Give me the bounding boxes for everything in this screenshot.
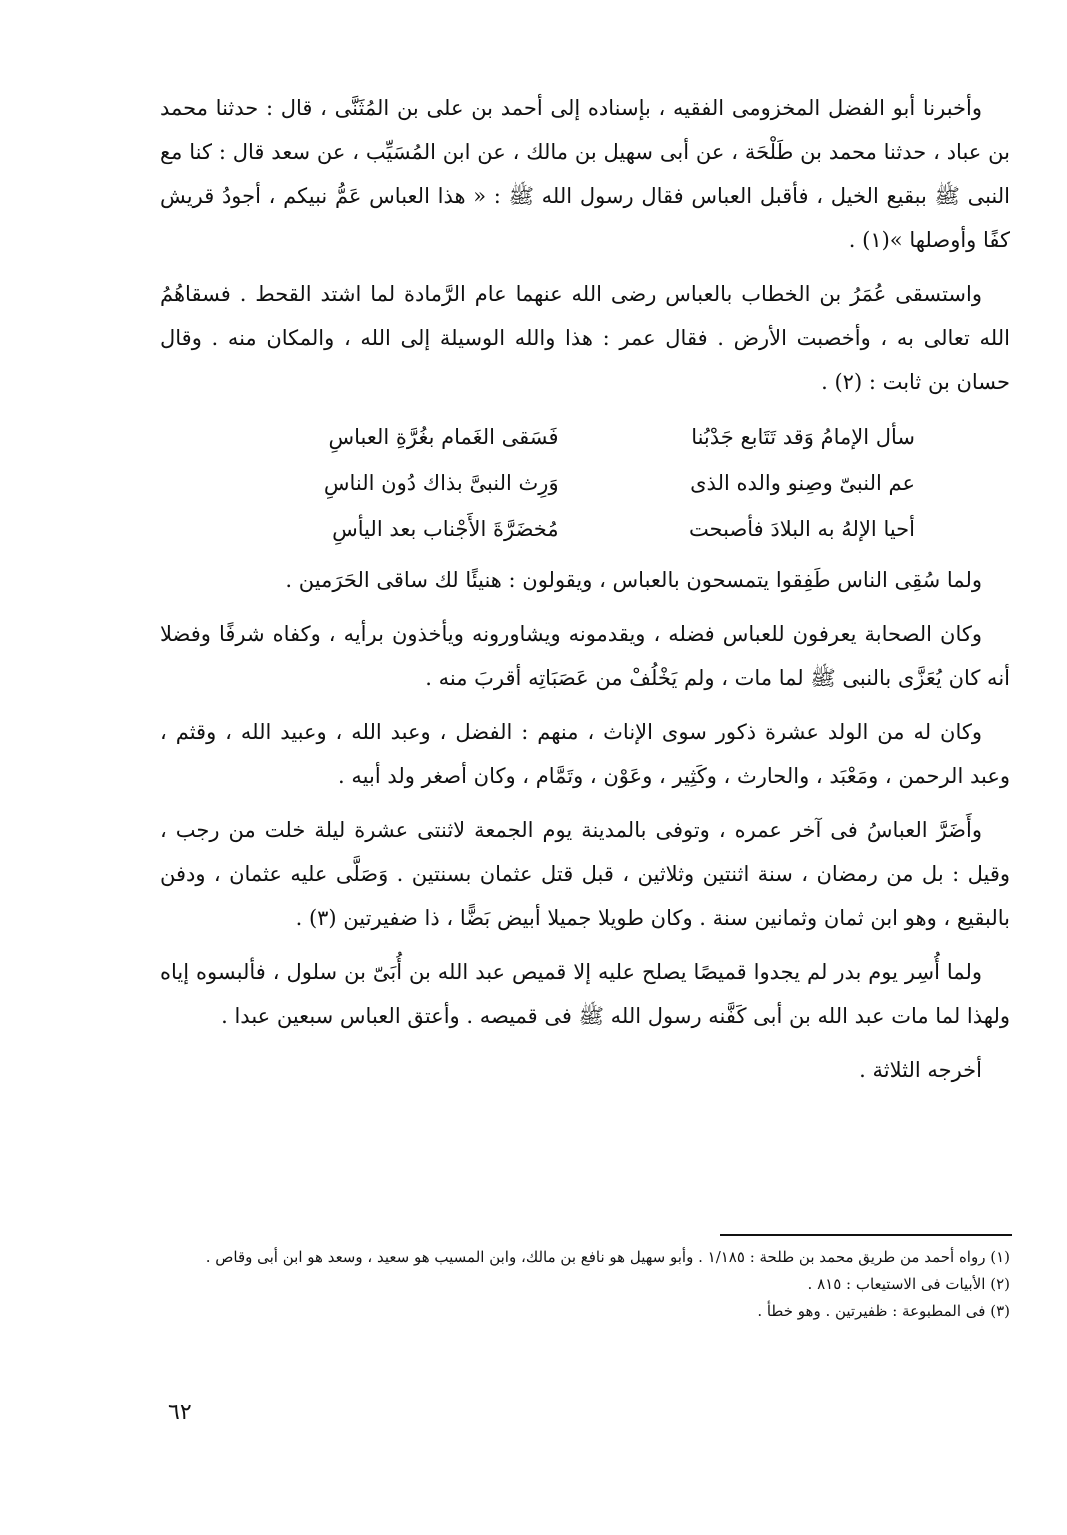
paragraph-4: وكان الصحابة يعرفون للعباس فضله ، ويقدمونه ويشاورونه ويأخذون برأيه ، وكفاه شرفًا وفضلا أنه كان يُعَزَّى بالنبى ﷺ لما مات ، ولم يَخْلُفْ من عَصَبَاتِه أقربَ منه . bbox=[160, 622, 1010, 690]
paragraph-7: ولما أُسِر يوم بدر لم يجدوا قميصًا يصلح عليه إلا قميص عبد الله بن أُبَىّ بن سلول ، فألبسوه إياه ولهذا لما مات عبد الله بن أبى كَفَّنه رسول الله ﷺ فى قميصه . وأعتق العباس سبعين عبدا . bbox=[160, 960, 1010, 1028]
footnote-divider bbox=[720, 1234, 1012, 1236]
footnote-1: (١) رواه أحمد من طريق محمد بن طلحة : ١/١٨٥ . وأبو سهيل هو نافع بن مالك، وابن المسيب هو سعيد ، وسعد هو ابن أبى وقاص . bbox=[205, 1248, 1010, 1266]
verse-first-hemistich: أحيا الإلهُ به البلادَ فأصبحت bbox=[688, 517, 915, 541]
poem-verses bbox=[160, 414, 1010, 552]
paragraph-8: أخرجه الثلاثة . bbox=[859, 1058, 982, 1082]
paragraph-3: ولما سُقِى الناس طَفِقوا يتمسحون بالعباس ، ويقولون : هنيئًا لك ساقى الحَرَمين . bbox=[285, 568, 982, 592]
footnote-2: (٢) الأبيات فى الاستيعاب : ٨١٥ . bbox=[807, 1275, 1010, 1293]
verse-line bbox=[255, 460, 915, 506]
verse-second-hemistich: فَسَقى الغَمام بغُرَّةِ العباسِ bbox=[328, 425, 559, 449]
main-text bbox=[160, 86, 1010, 1102]
verse-second-hemistich: وَرِث النبىَّ بذاك دُون الناسِ bbox=[323, 471, 559, 495]
verse-first-hemistich: عم النبىّ وصِنو والده الذى bbox=[690, 471, 915, 495]
verse-first-hemistich: سأل الإمامُ وَقد تَتَابع جَدْبُنا bbox=[691, 425, 915, 449]
footnote-3: (٣) فى المطبوعة : ظفيرتين . وهو خطأ . bbox=[757, 1302, 1010, 1320]
footnotes bbox=[160, 1244, 1010, 1325]
page-number: ٦٢ bbox=[168, 1400, 192, 1425]
verse-second-hemistich: مُخضَرَّةَ الأَجْناب بعد اليأسِ bbox=[332, 517, 559, 541]
paragraph-1: وأخبرنا أبو الفضل المخزومى الفقيه ، بإسناده إلى أحمد بن على بن المُثَنَّى ، قال : حدثنا محمد بن عباد ، حدثنا محمد بن طَلْحَة ، عن أبى سهيل بن مالك ، عن ابن المُسَيِّب ، عن سعد قال : كنا مع النبى ﷺ ببقيع الخيل ، فأقبل العباس فقال رسول الله ﷺ : « هذا العباس عَمُّ نبيكم ، أجودُ قريش كفًا وأوصلها »(١) . bbox=[160, 96, 1010, 252]
verse-line bbox=[255, 506, 915, 552]
paragraph-5: وكان له من الولد عشرة ذكور سوى الإناث ، منهم : الفضل ، وعبد الله ، وعبيد الله ، وقثم ، وعبد الرحمن ، ومَعْبَد ، والحارث ، وكَثِير ، وعَوْن ، وتَمَّام ، وكان أصغر ولد أبيه . bbox=[160, 720, 1010, 788]
verse-line bbox=[255, 414, 915, 460]
paragraph-2: واستسقى عُمَرُ بن الخطاب بالعباس رضى الله عنهما عام الرَّمادة لما اشتد القحط . فسقاهُمُ الله تعالى به ، وأخصبت الأرض . فقال عمر : هذا والله الوسيلة إلى الله ، والمكان منه . وقال حسان بن ثابت : (٢) . bbox=[160, 282, 1010, 394]
paragraph-6: وأَضَرَّ العباسُ فى آخر عمره ، وتوفى بالمدينة يوم الجمعة لاثنتى عشرة ليلة خلت من رجب ، وقيل : بل من رمضان ، سنة اثنتين وثلاثين ، قبل قتل عثمان بسنتين . وَصَلَّى عليه عثمان ، ودفن بالبقيع ، وهو ابن ثمان وثمانين سنة . وكان طويلا جميلا أبيض بَضًّا ، ذا ضفيرتين (٣) . bbox=[160, 818, 1010, 930]
